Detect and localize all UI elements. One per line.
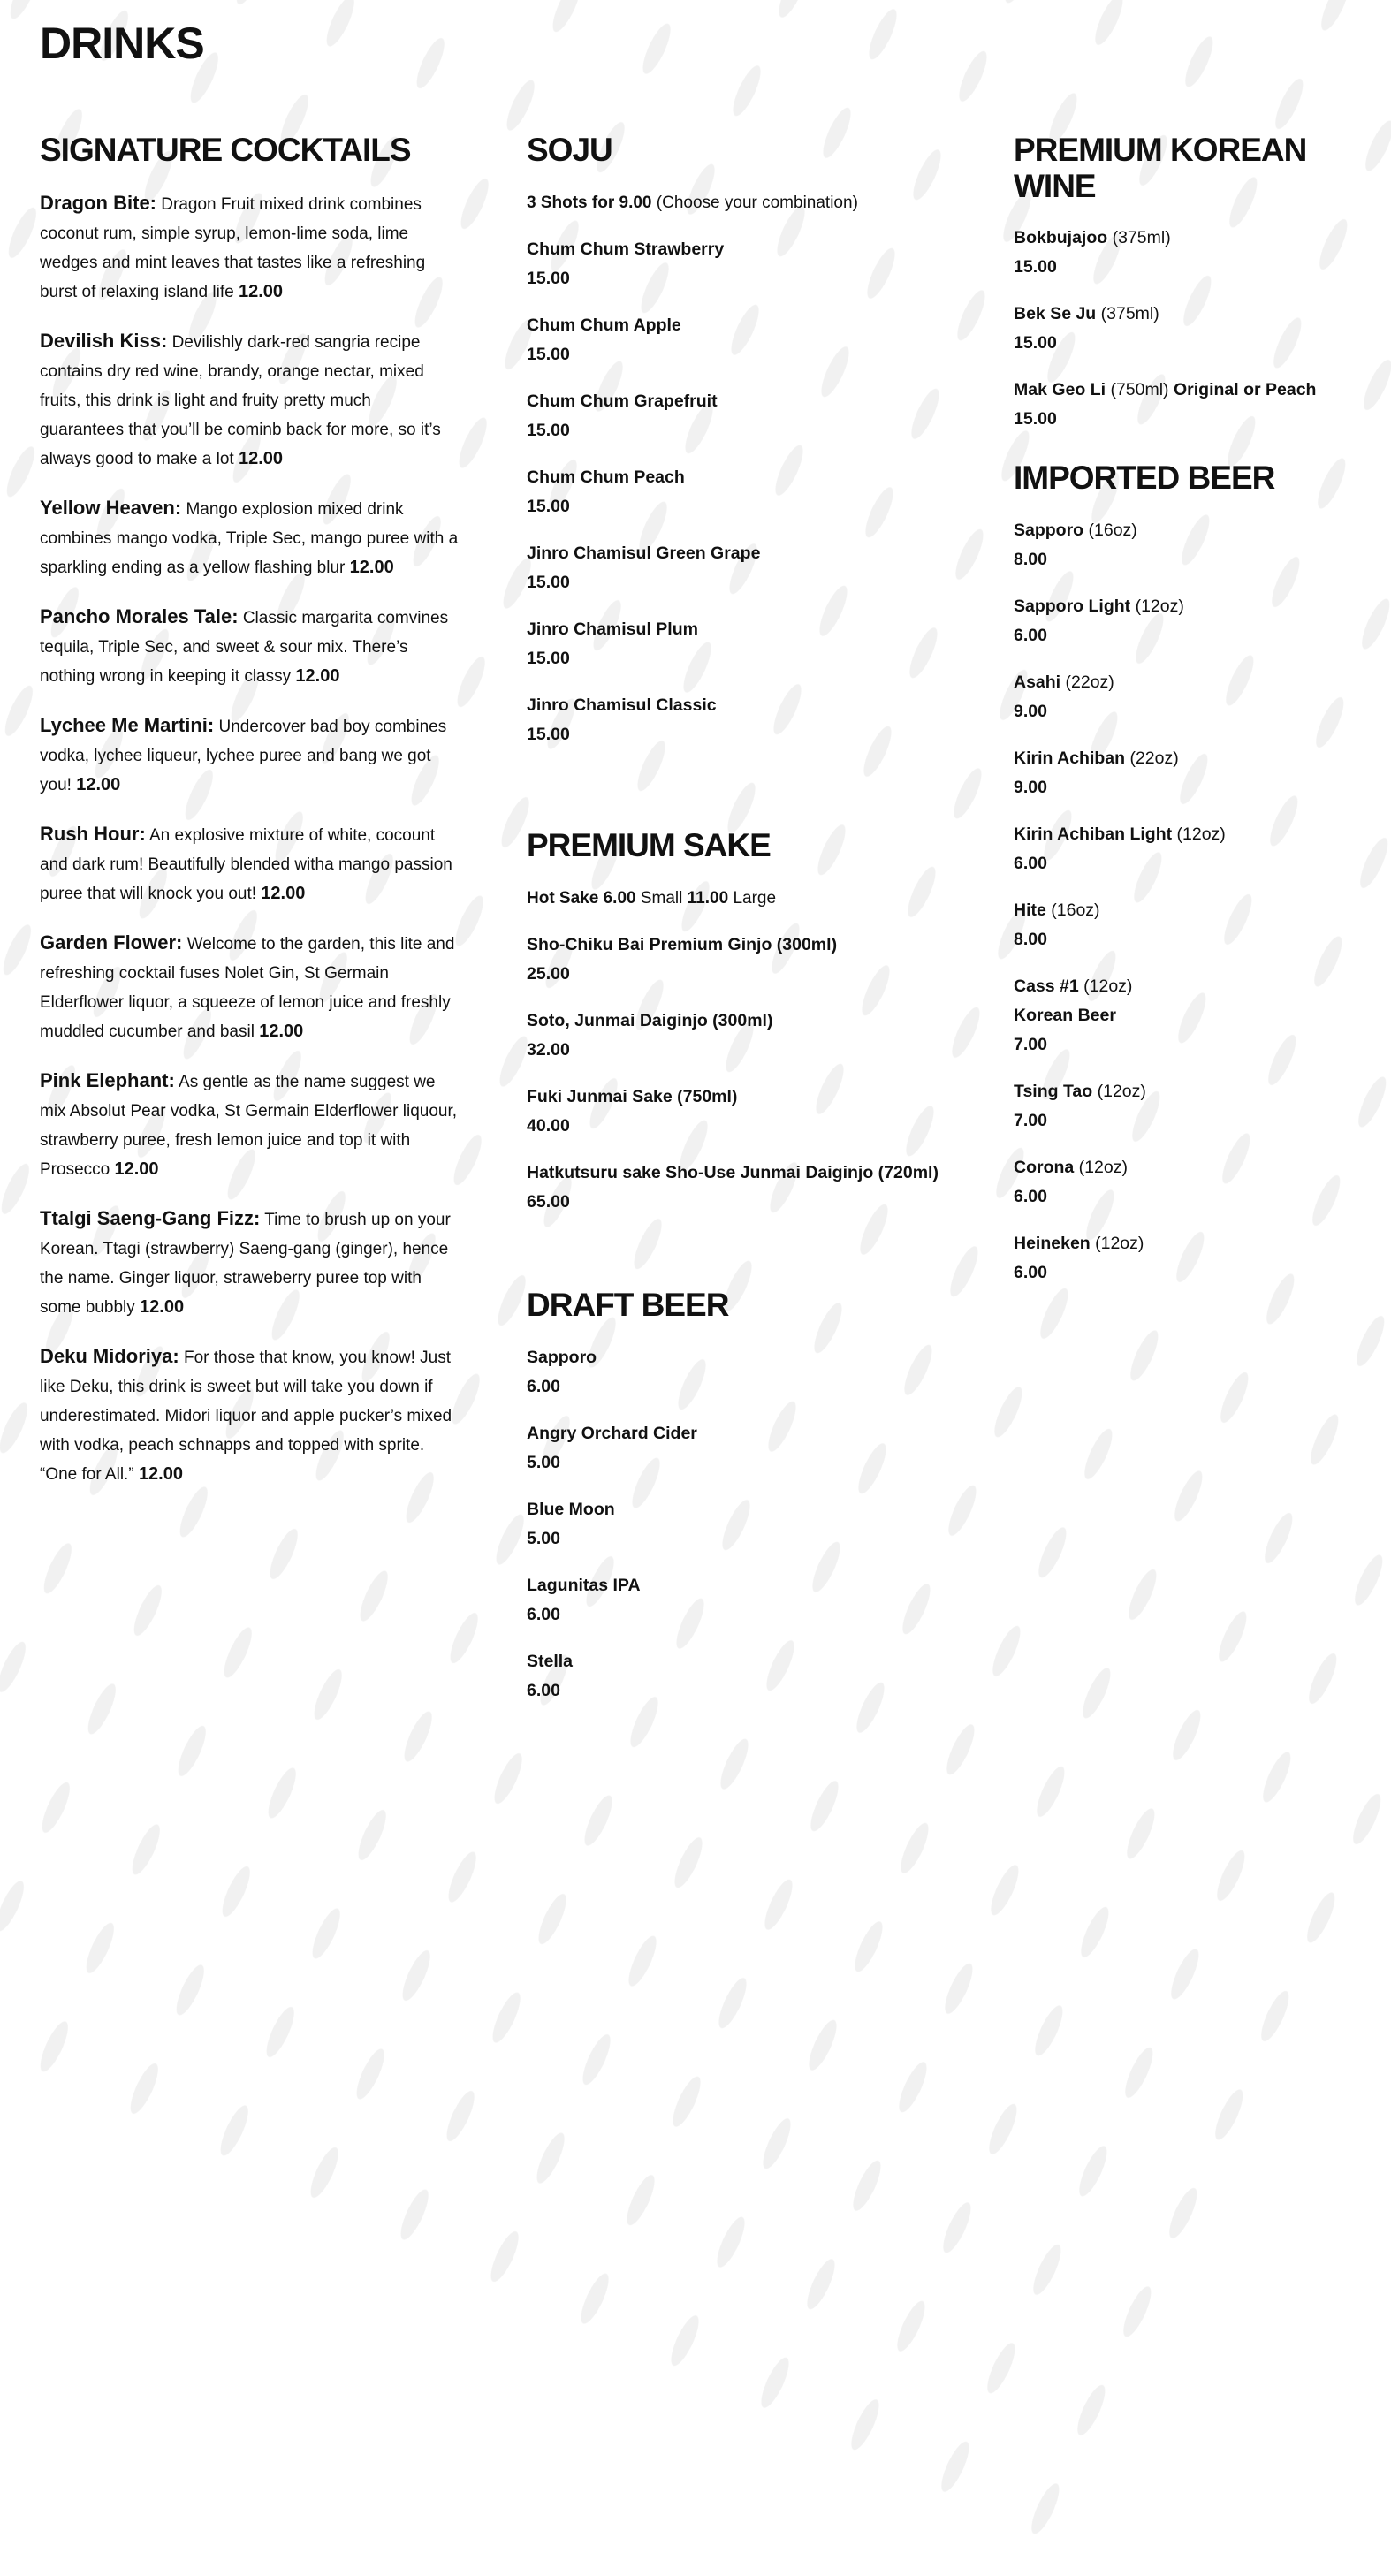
section-premium-korean-wine	[1014, 133, 1385, 452]
draft-list	[527, 1343, 951, 1706]
item-name: Soto, Junmai Daiginjo (300ml)	[527, 1010, 773, 1030]
item-price: 8.00	[1014, 549, 1047, 569]
item-name: Sapporo	[1014, 520, 1084, 540]
item-name: Rush Hour:	[40, 822, 146, 845]
item-name: Jinro Chamisul Green Grape	[527, 543, 761, 563]
item-name: Jinro Chamisul Plum	[527, 619, 698, 639]
section-soju	[527, 133, 951, 767]
item-price: 15.00	[1014, 333, 1057, 353]
item-size: (12oz)	[1097, 1081, 1146, 1101]
item-size: (16oz)	[1088, 520, 1137, 540]
item-description: Devilishly dark-red sangria recipe contains dry red wine, brandy, orange nectar, mixed fruits, this drink is light and fruity pretty much guarantees that you’ll be cominb back for more, so it’s always good to make a lot	[40, 332, 441, 468]
menu-item	[1014, 224, 1385, 282]
section-heading: IMPORTED BEER	[1014, 460, 1275, 496]
item-price: 7.00	[1014, 1034, 1047, 1054]
item-price: 15.00	[527, 724, 570, 744]
item-size: (22oz)	[1129, 748, 1179, 768]
cocktail-item	[40, 1066, 460, 1184]
item-option: Original or Peach	[1173, 380, 1317, 400]
menu-item	[527, 691, 951, 749]
menu-item	[1014, 896, 1385, 954]
item-name: Angry Orchard Cider	[527, 1423, 697, 1443]
item-size: (12oz)	[1078, 1157, 1128, 1177]
menu-item	[527, 1419, 951, 1478]
menu-item	[527, 235, 951, 293]
item-price: 15.00	[527, 648, 570, 668]
menu-item	[1014, 376, 1385, 434]
item-name: Kirin Achiban	[1014, 748, 1126, 768]
item-name: Sapporo Light	[1014, 596, 1131, 616]
item-name: Jinro Chamisul Classic	[527, 695, 717, 715]
item-price: 6.00	[1014, 853, 1047, 873]
item-price: 7.00	[1014, 1110, 1047, 1130]
item-name: Bek Se Ju	[1014, 304, 1097, 324]
item-price: 25.00	[527, 963, 570, 984]
item-name: Corona	[1014, 1157, 1075, 1177]
menu-item	[527, 463, 951, 521]
item-size: (16oz)	[1051, 900, 1100, 920]
cocktail-item	[40, 928, 460, 1046]
cocktail-item	[40, 819, 460, 908]
wine-list	[1014, 224, 1385, 434]
item-price: 5.00	[527, 1452, 560, 1472]
item-description: For those that know, you know! Just like Deku, this drink is sweet but will take you down if underestimated. Midori liquor and apple pucker’s mixed with vodka, peach schnapps and topped with sprite. “One for All.”	[40, 1348, 452, 1484]
hot-sake	[527, 884, 951, 913]
cocktail-item	[40, 326, 460, 474]
cocktail-item	[40, 1204, 460, 1322]
section-premium-sake	[527, 828, 951, 1235]
cocktail-item	[40, 710, 460, 800]
item-price: 8.00	[1014, 929, 1047, 949]
item-description: Welcome to the garden, this lite and refreshing cocktail fuses Nolet Gin, St Germain Elderflower liquor, a squeeze of lemon juice and freshly muddled cucumber and basil	[40, 934, 455, 1041]
section-draft-beer	[527, 1288, 951, 1723]
item-description: Undercover bad boy combines vodka, lychee liqueur, lychee puree and bang we got you!	[40, 717, 447, 794]
item-name: Kirin Achiban Light	[1014, 824, 1173, 844]
small-label: Small	[640, 888, 683, 908]
sake-list	[527, 931, 951, 1217]
menu-item	[527, 931, 951, 989]
item-name: Tsing Tao	[1014, 1081, 1093, 1101]
item-name: Ttalgi Saeng-Gang Fizz:	[40, 1206, 261, 1229]
item-name: Chum Chum Strawberry	[527, 239, 725, 259]
cocktail-item	[40, 602, 460, 691]
imported-list	[1014, 516, 1385, 1288]
item-price: 5.00	[527, 1528, 560, 1548]
item-name: Dragon Bite:	[40, 191, 156, 214]
item-price: 32.00	[527, 1039, 570, 1060]
item-size: (12oz)	[1083, 976, 1133, 996]
menu-item	[527, 1647, 951, 1706]
item-description: Mango explosion mixed drink combines mango vodka, Triple Sec, mango puree with a sparkling ending as a yellow flashing blur	[40, 499, 459, 577]
item-price: 65.00	[527, 1191, 570, 1212]
menu-item	[527, 311, 951, 369]
item-size: (12oz)	[1176, 824, 1226, 844]
item-price: 6.00	[1014, 625, 1047, 645]
section-heading: SOJU	[527, 132, 612, 168]
item-price: 12.00	[138, 1463, 183, 1484]
item-price: 12.00	[76, 774, 121, 794]
menu-item	[1014, 1153, 1385, 1212]
menu-item	[527, 1495, 951, 1554]
item-price: 12.00	[261, 883, 306, 903]
item-size: (12oz)	[1095, 1233, 1144, 1253]
cocktail-item	[40, 188, 460, 307]
item-name: Hite	[1014, 900, 1046, 920]
large-label: Large	[733, 888, 777, 908]
item-name: Bokbujajoo	[1014, 228, 1108, 248]
offer-label: 3 Shots for 9.00	[527, 193, 652, 212]
item-price: 12.00	[295, 665, 340, 686]
soju-list	[527, 235, 951, 749]
menu-item	[1014, 300, 1385, 358]
page-title: DRINKS	[40, 19, 204, 68]
item-name: Devilish Kiss:	[40, 329, 168, 352]
item-name: Mak Geo Li	[1014, 380, 1106, 400]
item-description: As gentle as the name suggest we mix Absolut Pear vodka, St Germain Elderflower liquour, strawberry puree, fresh lemon juice and top it with Prosecco	[40, 1072, 458, 1179]
item-price: 12.00	[349, 557, 394, 577]
section-heading: DRAFT BEER	[527, 1287, 729, 1323]
item-name: Chum Chum Peach	[527, 467, 685, 487]
item-name: Hatkutsuru sake Sho-Use Junmai Daiginjo (720ml)	[527, 1162, 939, 1182]
item-price: 15.00	[527, 572, 570, 592]
section-imported-beer	[1014, 460, 1385, 1305]
item-name: Yellow Heaven:	[40, 496, 182, 519]
item-name: Stella	[527, 1651, 574, 1671]
item-price: 6.00	[1014, 1262, 1047, 1282]
item-price: 6.00	[1014, 1186, 1047, 1206]
menu-item	[1014, 820, 1385, 878]
item-size: (375ml)	[1100, 304, 1159, 324]
cocktail-item	[40, 493, 460, 582]
item-price: 6.00	[527, 1376, 560, 1396]
item-name: Fuki Junmai Sake (750ml)	[527, 1086, 738, 1106]
cocktail-list	[40, 188, 460, 1489]
menu-item	[527, 1083, 951, 1141]
item-description: Time to brush up on your Korean. Ttagi (strawberry) Saeng-gang (ginger), hence the name. Ginger liquor, straweberry puree top with some bubbly	[40, 1210, 451, 1317]
menu-item	[527, 1159, 951, 1217]
item-name: Lychee Me Martini:	[40, 713, 215, 736]
item-price: 6.00	[527, 1680, 560, 1700]
menu-item	[1014, 592, 1385, 650]
item-name: Pancho Morales Tale:	[40, 604, 239, 627]
item-note: Korean Beer	[1014, 1005, 1116, 1025]
menu-item	[527, 615, 951, 673]
menu-item	[527, 539, 951, 597]
item-name: Deku Midoriya:	[40, 1344, 179, 1367]
item-name: Cass #1	[1014, 976, 1079, 996]
item-price: 12.00	[259, 1021, 304, 1041]
menu-item	[1014, 1077, 1385, 1136]
item-size: (750ml)	[1110, 380, 1169, 400]
item-price: 12.00	[140, 1296, 185, 1317]
item-price: 12.00	[238, 281, 284, 301]
item-name: Garden Flower:	[40, 931, 183, 954]
item-name: Lagunitas IPA	[527, 1575, 641, 1595]
item-price: 9.00	[1014, 777, 1047, 797]
item-name: Sapporo	[527, 1347, 597, 1367]
soju-offer	[527, 188, 951, 217]
item-price: 15.00	[527, 496, 570, 516]
item-size: (22oz)	[1065, 672, 1114, 692]
large-price: 11.00	[687, 888, 729, 908]
item-price: 15.00	[527, 420, 570, 440]
item-size: (12oz)	[1135, 596, 1184, 616]
small-price: 6.00	[603, 888, 636, 908]
item-name: Sho-Chiku Bai Premium Ginjo (300ml)	[527, 934, 838, 954]
menu-item	[1014, 668, 1385, 726]
item-price: 40.00	[527, 1115, 570, 1136]
item-name: Blue Moon	[527, 1499, 615, 1519]
item-name: Pink Elephant:	[40, 1068, 175, 1091]
hot-sake-label: Hot Sake	[527, 888, 599, 908]
menu-item	[527, 1571, 951, 1630]
menu-item	[1014, 1229, 1385, 1288]
section-heading: PREMIUM SAKE	[527, 827, 771, 863]
item-price: 15.00	[1014, 257, 1057, 277]
section-heading: SIGNATURE COCKTAILS	[40, 132, 411, 168]
item-name: Asahi	[1014, 672, 1061, 692]
item-price: 15.00	[1014, 409, 1057, 429]
item-price: 9.00	[1014, 701, 1047, 721]
item-name: Chum Chum Apple	[527, 315, 681, 335]
item-description: Classic margarita comvines tequila, Triple Sec, and sweet & sour mix. There’s nothing wrong in keeping it classy	[40, 608, 449, 686]
item-price: 15.00	[527, 268, 570, 288]
offer-note: (Choose your combination)	[656, 193, 858, 212]
cocktail-item	[40, 1341, 460, 1489]
menu-item	[527, 1343, 951, 1402]
menu-item	[1014, 972, 1385, 1060]
item-name: Chum Chum Grapefruit	[527, 391, 718, 411]
item-price: 12.00	[114, 1159, 159, 1179]
item-name: Heineken	[1014, 1233, 1091, 1253]
menu-item	[1014, 744, 1385, 802]
item-price: 6.00	[527, 1604, 560, 1624]
item-price: 15.00	[527, 344, 570, 364]
section-heading: PREMIUM KOREAN WINE	[1014, 132, 1307, 204]
menu-item	[1014, 516, 1385, 574]
item-description: An explosive mixture of white, cocount and dark rum! Beautifully blended witha mango passion puree that will knock you out!	[40, 825, 452, 903]
item-description: Dragon Fruit mixed drink combines coconut rum, simple syrup, lemon-lime soda, lime wedges and mint leaves that tastes like a refreshing burst of relaxing island life	[40, 194, 426, 301]
item-price: 12.00	[238, 448, 284, 468]
menu-item	[527, 1007, 951, 1065]
menu-item	[527, 387, 951, 445]
item-size: (375ml)	[1112, 228, 1171, 248]
section-signature-cocktails	[40, 133, 460, 1508]
